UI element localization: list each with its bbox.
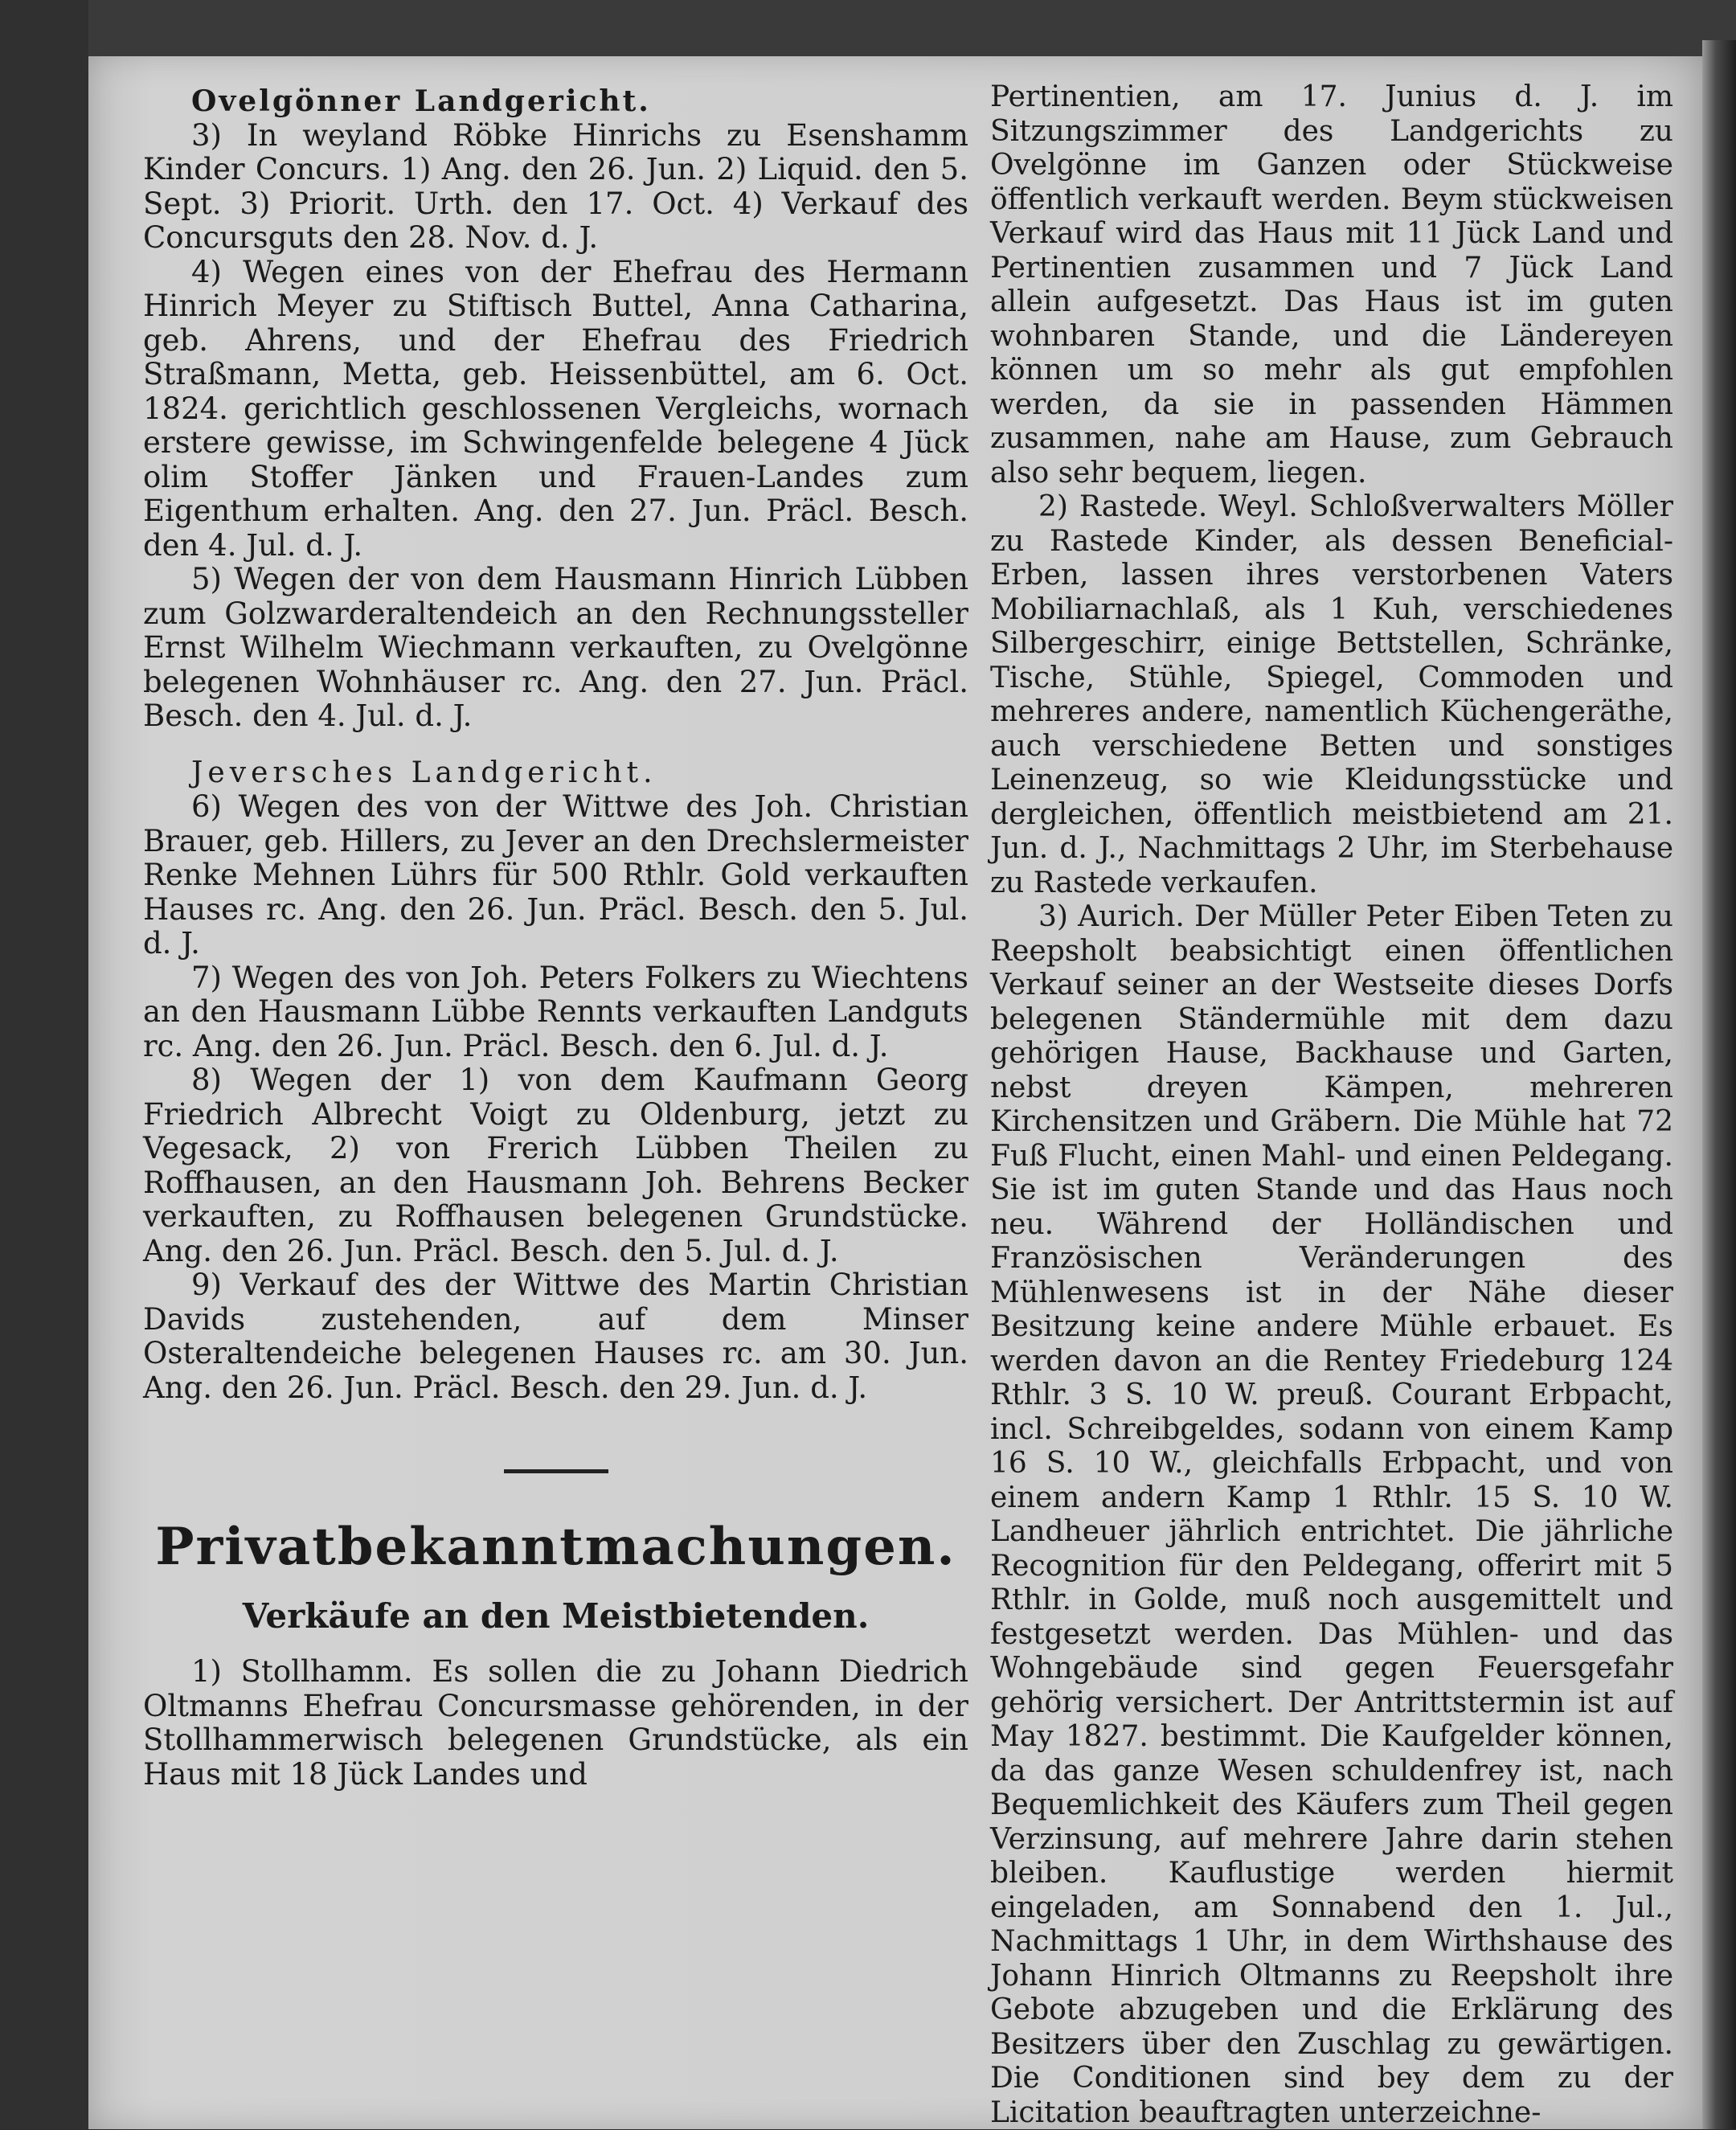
left-column xyxy=(143,84,968,1792)
section-heading-ovelgoenne: Ovelgönner Landgericht. xyxy=(191,84,651,118)
main-heading: Privatbekanntmachungen. xyxy=(155,1517,956,1577)
notice-stollhamm: 1) Stollhamm. Es sollen die zu Johann Diedrich Oltmanns Ehefrau Concursmasse gehörenden, in der Stollhammerwisch belegenen Grundstücke, als ein Haus mit 18 Jück Landes und xyxy=(143,1654,968,1792)
scan-border-left xyxy=(0,0,88,2129)
notice-9: 9) Verkauf des der Wittwe des Martin Christian Davids zustehenden, auf dem Minser Osteraltendeiche belegenen Hauses rc. am 30. Jun. Ang. den 26. Jun. Präcl. Besch. den 29. Jun. d. J. xyxy=(143,1268,968,1405)
book-spine xyxy=(1702,40,1736,2129)
notice-8: 8) Wegen der 1) von dem Kaufmann Georg Friedrich Albrecht Voigt zu Oldenburg, jetzt zu Vegesack, 2) von Frerich Lübben Theilen zu Roffhausen, an den Hausmann Joh. Behrens Becker verkauften, zu Roffhausen belegenen Grundstücke. Ang. den 26. Jun. Präcl. Besch. den 5. Jul. d. J. xyxy=(143,1063,968,1268)
notice-aurich: 3) Aurich. Der Müller Peter Eiben Teten zu Reepsholt beabsichtigt einen öffentlichen Verkauf seiner an der Westseite dieses Dorfs belegenen Ständermühle mit dem dazu gehörigen Hause, Backhause und Garten, nebst dreyen Kämpen, mehreren Kirchensitzen und Gräbern. Die Mühle hat 72 Fuß Flucht, einen Mahl- und einen Peldegang. Sie ist im guten Stande und das Haus noch neu. Während der Holländischen und Französischen Veränderungen des Mühlenwesens ist in der Nähe dieser Besitzung keine andere Mühle erbauet. Es werden davon an die Rentey Friedeburg 124 Rthlr. 3 S. 10 W. preuß. Courant Erbpacht, incl. Schreibgeldes, sodann von einem Kamp 16 S. 10 W., gleichfalls Erbpacht, und von einem andern Kamp 1 Rthlr. 15 S. 10 W. Landheuer jährlich entrichtet. Die jährliche Recognition für den Peldegang, offerirt mit 5 Rthlr. in Golde, muß noch ausgemittelt und festgesetzt werden. Das Mühlen- und das Wohngebäude sind gegen Feuersgefahr gehörig versichert. Der Antrittstermin ist auf May 1827. bestimmt. Die Kaufgelder können, da das ganze Wesen schuldenfrey ist, nach Bequemlichkeit des Käufers zum Theil gegen Verzinsung, auf mehrere Jahre darin stehen bleiben. Kauflustige werden hiermit eingeladen, am Sonnabend den 1. Jul., Nachmittags 1 Uhr, in dem Wirthshause des Johann Hinrich Oltmanns zu Reepsholt ihre Gebote abzugeben und die Erklärung des Besitzers über den Zuschlag zu gewärtigen. Die Conditionen sind bey dem zu der Licitation beauftragten unterzeichne- xyxy=(990,900,1673,2129)
notice-stollhamm-continued: Pertinentien, am 17. Junius d. J. im Sitzungszimmer des Landgerichts zu Ovelgönne im Ganzen oder Stückweise öffentlich verkauft werden. Beym stückweisen Verkauf wird das Haus mit 11 Jück Land und Pertinentien zusammen und 7 Jück Land allein aufgesetzt. Das Haus ist im guten wohnbaren Stande, und die Ländereyen können um so mehr als gut empfohlen werden, da sie in passenden Hämmen zusammen, nahe am Hause, zum Gebrauch also sehr bequem, liegen. xyxy=(990,80,1673,489)
right-column xyxy=(990,80,1673,2130)
notice-4: 4) Wegen eines von der Ehefrau des Hermann Hinrich Meyer zu Stiftisch Buttel, Anna Catharina, geb. Ahrens, und der Ehefrau des Friedrich Straßmann, Metta, geb. Heissenbüttel, am 6. Oct. 1824. gerichtlich geschlossenen Vergleichs, wornach erstere gewisse, im Schwingenfelde belegene 4 Jück olim Stoffer Jänken und Frauen-Landes zum Eigenthum erhalten. Ang. den 27. Jun. Präcl. Besch. den 4. Jul. d. J. xyxy=(143,254,968,563)
scan-border-top xyxy=(0,0,1736,56)
sub-heading: Verkäufe an den Meistbietenden. xyxy=(242,1596,870,1636)
notice-3: 3) In weyland Röbke Hinrichs zu Esenshamm Kinder Concurs. 1) Ang. den 26. Jun. 2) Liquid. den 5. Sept. 3) Priorit. Urth. den 17. Oct. 4) Verkauf des Concursguts den 28. Nov. d. J. xyxy=(143,117,968,255)
section-heading-jever: Jeversches Landgericht. xyxy=(191,756,657,789)
notice-7: 7) Wegen des von Joh. Peters Folkers zu Wiechtens an den Hausmann Lübbe Rennts verkauften Landguts rc. Ang. den 26. Jun. Präcl. Besch. den 6. Jul. d. J. xyxy=(143,960,968,1063)
notice-6: 6) Wegen des von der Wittwe des Joh. Christian Brauer, geb. Hillers, zu Jever an den Drechslermeister Renke Mehnen Lührs für 500 Rthlr. Gold verkauften Hauses rc. Ang. den 26. Jun. Präcl. Besch. den 5. Jul. d. J. xyxy=(143,789,968,961)
notice-rastede: 2) Rastede. Weyl. Schloßverwalters Möller zu Rastede Kinder, als dessen Beneficial-Erben, lassen ihres verstorbenen Vaters Mobiliarnachlaß, als 1 Kuh, verschiedenes Silbergeschirr, einige Bettstellen, Schränke, Tische, Stühle, Spiegel, Commoden und mehreres andere, namentlich Küchengeräthe, auch verschiedene Betten und sonstiges Leinenzeug, so wie Kleidungsstücke und dergleichen, öffentlich meistbietend am 21. Jun. d. J., Nachmittags 2 Uhr, im Sterbehause zu Rastede verkaufen. xyxy=(990,490,1673,899)
notice-5: 5) Wegen der von dem Hausmann Hinrich Lübben zum Golzwarderaltendeich an den Rechnungssteller Ernst Wilhelm Wiechmann verkauften, zu Ovelgönne belegenen Wohnhäuser rc. Ang. den 27. Jun. Präcl. Besch. den 4. Jul. d. J. xyxy=(143,562,968,733)
section-divider xyxy=(504,1469,608,1473)
